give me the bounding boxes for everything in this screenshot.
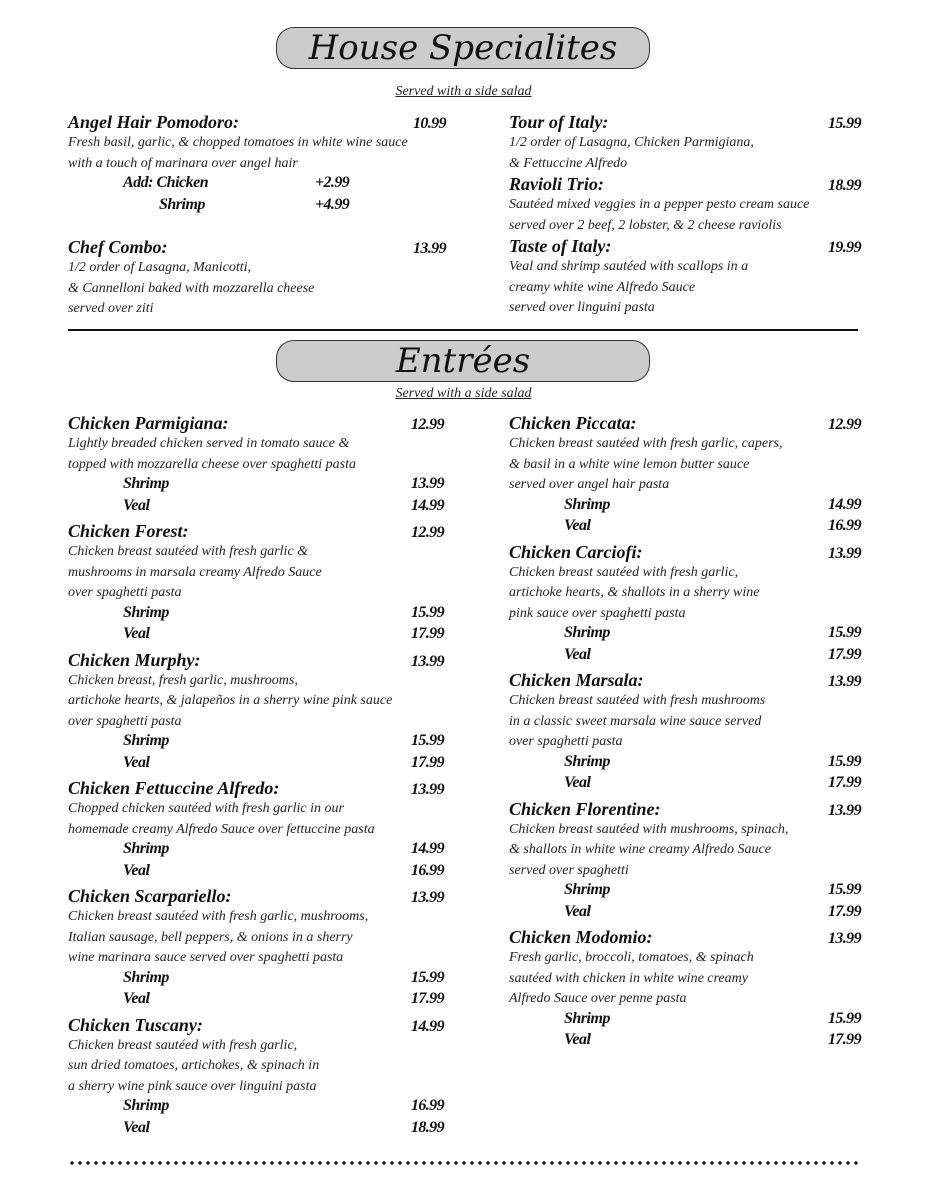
- item-description-line: creamy white wine Alfredo Sauce: [509, 279, 696, 295]
- item-description-line: Fresh garlic, broccoli, tomatoes, & spinach: [509, 950, 754, 965]
- option-label: Shrimp: [564, 624, 610, 641]
- item-description-line: Fresh basil, garlic, & chopped tomatoes in white wine sauce: [68, 135, 408, 150]
- menu-item: [509, 174, 861, 236]
- item-name: Chicken Tuscany:: [68, 1014, 203, 1035]
- item-description-line: Alfredo Sauce over penne pasta: [509, 991, 687, 1006]
- item-description-line: with a touch of marinara over angel hair: [68, 155, 298, 171]
- item-price: 10.99: [412, 115, 446, 132]
- item-name: Chicken Fettuccine Alfredo:: [68, 778, 280, 798]
- item-price: 19.99: [827, 239, 861, 256]
- menu-item: [68, 521, 444, 647]
- option-label: Shrimp: [123, 475, 169, 492]
- item-price: 13.99: [827, 673, 861, 690]
- section-subtitle: Served with a side salad: [395, 84, 532, 99]
- item-name: Chicken Forest:: [68, 521, 189, 541]
- menu-item: [68, 413, 444, 518]
- item-name: Chef Combo:: [68, 237, 168, 257]
- option-price: 14.99: [410, 840, 444, 857]
- entrees-left-column: [68, 413, 444, 1140]
- item-name: Chicken Modomio:: [509, 927, 653, 947]
- option-label: Shrimp: [123, 603, 169, 621]
- item-name: Chicken Murphy:: [68, 649, 201, 670]
- option-price: 16.99: [827, 517, 861, 534]
- menu-item: [509, 413, 861, 539]
- entrees-right-column: [509, 413, 861, 1053]
- option-row: [509, 903, 861, 925]
- option-label: Veal: [123, 496, 150, 514]
- item-description-line: Chicken breast sautéed with fresh garlic,: [509, 564, 739, 580]
- item-description-line: Lightly breaded chicken served in tomato sauce &: [68, 436, 350, 451]
- item-price: 12.99: [410, 416, 444, 433]
- entrees-banner: [276, 340, 650, 382]
- menu-item: [509, 542, 861, 668]
- option-price: 13.99: [410, 475, 444, 492]
- item-description-line: topped with mozzarella cheese over spaghetti pasta: [68, 456, 356, 472]
- dotted-divider: [68, 1160, 860, 1166]
- item-description-line: served over linguini pasta: [509, 300, 655, 315]
- item-description-line: served over ziti: [68, 301, 154, 316]
- item-name: Angel Hair Pomodoro:: [68, 112, 240, 132]
- item-price: 13.99: [827, 930, 861, 947]
- item-description-line: mushrooms in marsala creamy Alfredo Sauce: [68, 564, 322, 580]
- menu-item: [68, 650, 444, 776]
- item-price: 18.99: [827, 177, 861, 194]
- item-description-line: Sautéed mixed veggies in a pepper pesto cream sauce: [509, 197, 810, 212]
- item-price: 13.99: [410, 652, 444, 670]
- option-row: [68, 1119, 444, 1141]
- item-description-line: & Cannelloni baked with mozzarella cheese: [68, 280, 315, 296]
- option-row: [68, 625, 444, 647]
- option-label: Veal: [123, 1118, 150, 1136]
- item-description-line: sautéed with chicken in white wine creamy: [509, 970, 748, 986]
- item-description-line: & shallots in white wine creamy Alfredo Sauce: [509, 842, 771, 857]
- option-label: Veal: [123, 625, 150, 642]
- option-label: Shrimp: [564, 752, 610, 770]
- option-row: [68, 990, 444, 1012]
- item-description-line: & basil in a white wine lemon butter sauce: [509, 456, 750, 472]
- house-specialties-right-column: [509, 112, 861, 319]
- option-row: [509, 753, 861, 775]
- option-price: 17.99: [827, 902, 861, 920]
- addon-row: [68, 196, 446, 218]
- option-label: Shrimp: [123, 968, 169, 986]
- item-description-line: Veal and shrimp sautéed with scallops in a: [509, 259, 749, 274]
- item-description-line: Chicken breast, fresh garlic, mushrooms,: [68, 672, 298, 688]
- item-description-line: sun dried tomatoes, artichokes, & spinach in: [68, 1058, 320, 1073]
- section-subtitle: Served with a side salad: [395, 386, 532, 401]
- item-price: 13.99: [410, 889, 444, 906]
- option-price: 15.99: [410, 603, 444, 621]
- option-row: [68, 732, 444, 754]
- option-label: Shrimp: [123, 840, 169, 857]
- option-row: [68, 862, 444, 884]
- option-row: [509, 517, 861, 539]
- option-row: [68, 475, 444, 497]
- menu-item: [68, 886, 444, 1012]
- option-price: 17.99: [827, 774, 861, 791]
- item-name: Chicken Carciofi:: [509, 541, 643, 562]
- item-description-line: & Fettuccine Alfredo: [509, 155, 628, 171]
- option-row: [509, 624, 861, 646]
- option-price: 16.99: [410, 1097, 444, 1114]
- menu-item: [509, 799, 861, 925]
- option-price: 17.99: [410, 753, 444, 771]
- option-label: Veal: [123, 990, 150, 1007]
- option-price: 15.99: [827, 624, 861, 641]
- item-description-line: Italian sausage, bell peppers, & onions in a sherry: [68, 929, 353, 945]
- item-price: 13.99: [827, 544, 861, 562]
- option-label: Shrimp: [564, 1009, 610, 1027]
- option-row: [68, 1097, 444, 1119]
- item-name: Chicken Scarpariello:: [68, 886, 232, 906]
- addon-price: +4.99: [315, 196, 350, 213]
- option-price: 15.99: [827, 752, 861, 770]
- item-description-line: wine marinara sauce served over spaghetti pasta: [68, 950, 344, 965]
- option-price: 15.99: [410, 732, 444, 749]
- option-row: [68, 969, 444, 991]
- item-description-line: 1/2 order of Lasagna, Manicotti,: [68, 260, 252, 275]
- item-description-line: in a classic sweet marsala wine sauce served: [509, 713, 762, 729]
- item-description-line: over spaghetti pasta: [68, 585, 182, 600]
- item-description-line: Chopped chicken sautéed with fresh garlic in our: [68, 801, 344, 816]
- house-specialties-banner: [276, 27, 650, 69]
- option-label: Veal: [564, 774, 591, 791]
- option-price: 15.99: [827, 1009, 861, 1027]
- item-name: Tour of Italy:: [509, 112, 609, 132]
- option-price: 17.99: [410, 625, 444, 642]
- option-label: Veal: [564, 645, 591, 663]
- item-description-line: a sherry wine pink sauce over linguini pasta: [68, 1078, 317, 1094]
- item-price: 15.99: [827, 115, 861, 132]
- section-divider: [68, 329, 858, 331]
- item-description-line: Chicken breast sautéed with fresh garlic,: [68, 1037, 298, 1053]
- section-title: House Specialites: [308, 28, 618, 68]
- item-name: Chicken Florentine:: [509, 798, 661, 819]
- option-row: [68, 840, 444, 862]
- item-price: 13.99: [412, 240, 446, 257]
- option-label: Veal: [123, 861, 150, 879]
- option-price: 16.99: [410, 861, 444, 879]
- item-description-line: Chicken breast sautéed with fresh mushrooms: [509, 693, 766, 708]
- item-description-line: served over 2 beef, 2 lobster, & 2 cheese raviolis: [509, 217, 782, 233]
- item-description-line: Chicken breast sautéed with mushrooms, spinach,: [509, 821, 789, 837]
- option-label: Veal: [123, 753, 150, 771]
- item-name: Chicken Parmigiana:: [68, 413, 229, 433]
- option-label: Veal: [564, 517, 591, 534]
- item-description-line: pink sauce over spaghetti pasta: [509, 605, 686, 621]
- option-price: 14.99: [410, 496, 444, 514]
- item-price: 14.99: [410, 1017, 444, 1035]
- item-name: Chicken Marsala:: [509, 670, 644, 690]
- item-name: Ravioli Trio:: [509, 174, 604, 194]
- item-description-line: homemade creamy Alfredo Sauce over fettuccine pasta: [68, 821, 375, 837]
- option-row: [509, 1010, 861, 1032]
- item-description-line: over spaghetti pasta: [509, 734, 623, 749]
- option-label: Veal: [564, 902, 591, 920]
- item-description-line: served over spaghetti: [509, 862, 629, 878]
- item-description-line: Chicken breast sautéed with fresh garlic &: [68, 544, 309, 559]
- option-price: 18.99: [410, 1118, 444, 1136]
- option-row: [68, 604, 444, 626]
- option-price: 15.99: [410, 968, 444, 986]
- item-price: 13.99: [827, 801, 861, 819]
- menu-item: [509, 927, 861, 1053]
- addon-label: Shrimp: [159, 196, 205, 213]
- option-label: Veal: [564, 1031, 591, 1048]
- option-price: 17.99: [827, 645, 861, 663]
- menu-item: [68, 112, 446, 218]
- item-price: 12.99: [410, 524, 444, 541]
- item-name: Chicken Piccata:: [509, 413, 637, 433]
- item-price: 12.99: [827, 416, 861, 433]
- option-price: 14.99: [827, 495, 861, 513]
- item-description-line: artichoke hearts, & shallots in a sherry wine: [509, 585, 760, 600]
- option-label: Shrimp: [564, 495, 610, 513]
- menu-item: [68, 1015, 444, 1141]
- addon-row: [68, 174, 446, 196]
- house-specialties-left-column: [68, 112, 446, 320]
- option-row: [509, 1031, 861, 1053]
- item-description-line: 1/2 order of Lasagna, Chicken Parmigiana,: [509, 135, 754, 150]
- option-row: [68, 754, 444, 776]
- option-row: [509, 646, 861, 668]
- menu-item: [509, 112, 861, 174]
- item-price: 13.99: [410, 781, 444, 798]
- option-price: 17.99: [410, 990, 444, 1007]
- item-description-line: over spaghetti pasta: [68, 713, 182, 729]
- option-row: [509, 496, 861, 518]
- addon-label: Add: Chicken: [123, 174, 209, 191]
- option-price: 17.99: [827, 1031, 861, 1048]
- addon-price: +2.99: [315, 174, 350, 191]
- item-description-line: Chicken breast sautéed with fresh garlic, mushrooms,: [68, 909, 369, 924]
- option-row: [68, 497, 444, 519]
- item-description-line: served over angel hair pasta: [509, 477, 670, 492]
- section-title: Entrées: [395, 341, 531, 381]
- option-label: Shrimp: [123, 1097, 169, 1114]
- menu-item: [68, 778, 444, 883]
- item-name: Taste of Italy:: [509, 236, 612, 256]
- option-row: [509, 881, 861, 903]
- menu-item: [68, 237, 446, 320]
- item-description-line: artichoke hearts, & jalapeños in a sherry wine pink sauce: [68, 693, 393, 708]
- option-price: 15.99: [827, 881, 861, 898]
- option-row: [509, 774, 861, 796]
- menu-item: [509, 236, 861, 319]
- item-description-line: Chicken breast sautéed with fresh garlic, capers,: [509, 436, 783, 451]
- menu-item: [509, 670, 861, 796]
- option-label: Shrimp: [123, 732, 169, 749]
- option-label: Shrimp: [564, 881, 610, 898]
